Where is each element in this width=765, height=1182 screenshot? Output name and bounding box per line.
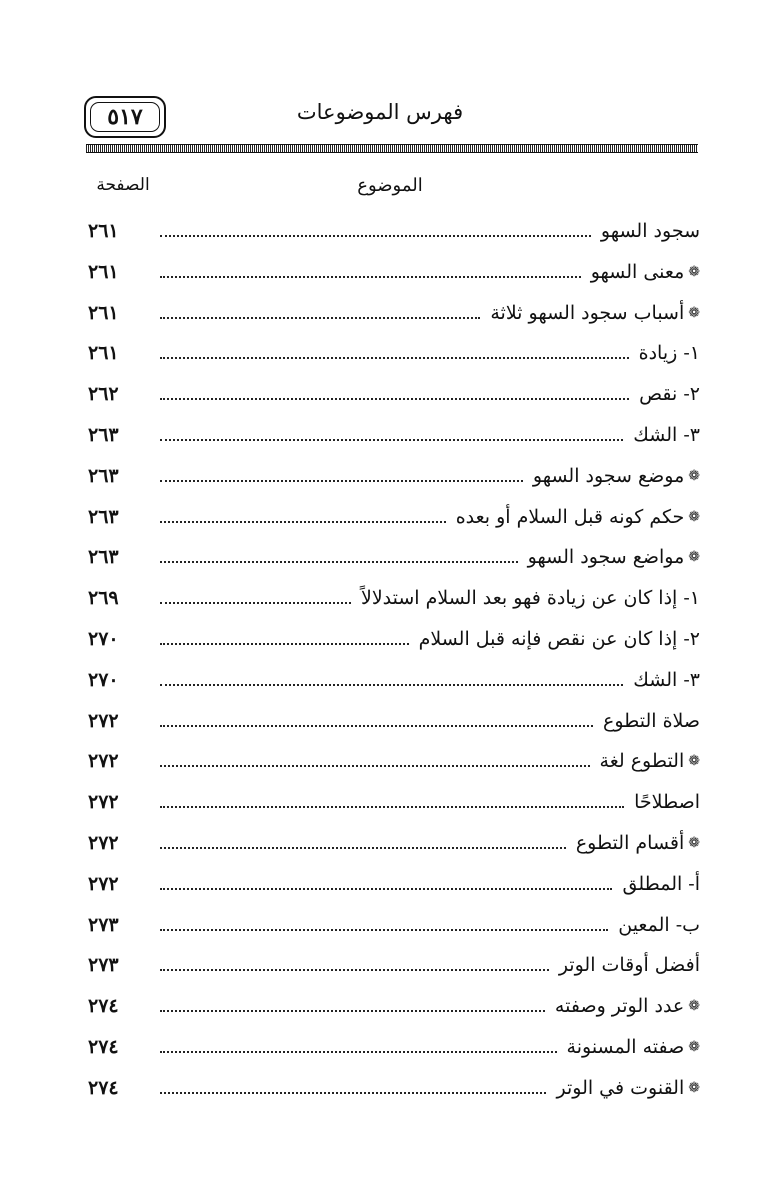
toc-entry-page: ٢٧٤: [88, 1036, 119, 1058]
toc-entry-page: ٢٦١: [88, 260, 119, 283]
toc-entry-page: ٢٧٤: [88, 1076, 119, 1099]
toc-entry: [88, 292, 700, 328]
toc-entry-title: اصطلاحًا: [634, 791, 700, 814]
column-header-page: الصفحة: [96, 175, 150, 195]
toc-entry-page: ٢٧٠: [88, 668, 119, 691]
flower-bullet-icon: ❁: [688, 304, 700, 321]
toc-entry: [88, 618, 700, 654]
dot-leader: [160, 480, 523, 482]
toc-entry-title: حكم كونه قبل السلام أو بعده: [455, 505, 685, 528]
column-header-topic: الموضوع: [357, 175, 423, 196]
toc-entry-page: ٢٦١: [88, 301, 119, 324]
toc-entry-title: مواضع سجود السهو: [527, 546, 685, 569]
dot-leader: [160, 765, 590, 767]
toc-entry-page: ٢٧٣: [88, 954, 119, 977]
dot-leader: [160, 1092, 546, 1094]
toc-entry: [88, 700, 700, 736]
toc-entry-title-wrap: [533, 461, 700, 491]
toc-entry-page: ٢٦٣: [88, 546, 119, 569]
toc-entry-title: معنى السهو: [590, 260, 685, 283]
toc-entry-title: موضع سجود السهو: [532, 464, 685, 487]
toc-entry-page: ٢٧٢: [88, 832, 119, 854]
dot-leader: [160, 888, 612, 890]
toc-entry-title: ٢- إذا كان عن نقص فإنه قبل السلام: [418, 628, 700, 650]
toc-entry: [88, 455, 700, 491]
dot-leader: [160, 276, 581, 278]
dot-leader: [160, 929, 608, 931]
toc-entry-title: ١- إذا كان عن زيادة فهو بعد السلام استدلالاً: [360, 587, 700, 610]
toc-entry: [88, 863, 700, 899]
toc-entry-page: ٢٦٢: [88, 383, 119, 406]
toc-entry-title: ٣- الشك: [633, 424, 700, 446]
toc-entry-title-wrap: [559, 950, 700, 980]
toc-entry-title: صفته المسنونة: [566, 1036, 685, 1058]
toc-entry: [88, 944, 700, 980]
toc-entry-title-wrap: [633, 420, 700, 450]
dot-leader: [160, 806, 624, 808]
toc-entry-page: ٢٦١: [88, 220, 119, 242]
toc-entry-title-wrap: [567, 1032, 700, 1062]
toc-entry: [88, 332, 700, 368]
toc-entry-page: ٢٧٢: [88, 709, 119, 732]
dot-leader: [160, 643, 409, 645]
toc-entry-page: ٢٦٣: [88, 505, 119, 528]
dot-leader: [160, 725, 593, 727]
toc-entry-page: ٢٧٢: [88, 872, 119, 895]
toc-entry-page: ٢٧٢: [88, 791, 119, 814]
toc-entry-page: ٢٦٣: [88, 464, 119, 487]
flower-bullet-icon: ❁: [688, 1079, 700, 1096]
toc-entry: [88, 496, 700, 532]
page-number: ٥١٧: [107, 104, 143, 130]
toc-entry-title-wrap: [603, 706, 700, 736]
toc-entry-title-wrap: [618, 910, 700, 940]
toc-entry-title-wrap: [601, 216, 700, 246]
dot-leader: [160, 521, 446, 523]
toc-entry-title-wrap: [639, 338, 700, 368]
toc-entry-title-wrap: [528, 542, 700, 572]
toc-entry-page: ٢٧٠: [88, 628, 119, 650]
toc-entry-title: التطوع لغة: [599, 750, 685, 773]
flower-bullet-icon: ❁: [688, 467, 700, 484]
dot-leader: [160, 398, 629, 400]
toc-entry-title-wrap: [419, 624, 700, 654]
toc-entry: [88, 740, 700, 776]
toc-entry-title: ١- زيادة: [638, 342, 700, 365]
toc-entry-title-wrap: [555, 991, 700, 1021]
flower-bullet-icon: ❁: [688, 835, 700, 851]
page-title: فهرس الموضوعات: [296, 100, 464, 124]
flower-bullet-icon: ❁: [688, 263, 700, 280]
flower-bullet-icon: ❁: [688, 753, 700, 770]
toc-entry: [88, 781, 700, 817]
toc-entry-title-wrap: [361, 583, 700, 613]
toc-entry-title: القنوت في الوتر: [556, 1076, 685, 1099]
toc-entry-page: ٢٧٣: [88, 913, 119, 936]
toc-entry-title: أسباب سجود السهو ثلاثة: [490, 301, 685, 324]
dot-leader: [160, 847, 566, 849]
toc-entry: [88, 536, 700, 572]
dot-leader: [160, 602, 351, 604]
toc-entry-title-wrap: [576, 828, 700, 858]
toc-entry-title-wrap: [633, 665, 700, 695]
toc-entry-title: عدد الوتر وصفته: [554, 995, 685, 1018]
toc-entry: [88, 251, 700, 287]
dot-leader: [160, 969, 549, 971]
toc-entry-title-wrap: [634, 787, 700, 817]
toc-entry: [88, 373, 700, 409]
toc-entry-title: ٢- نقص: [639, 383, 700, 406]
toc-entry-title: أ- المطلق: [622, 872, 700, 895]
dot-leader: [160, 439, 623, 441]
toc-entry-page: ٢٦٩: [88, 587, 119, 610]
dot-leader: [160, 561, 518, 563]
toc-entry-title: أقسام التطوع: [575, 832, 685, 854]
toc-entry-title-wrap: [456, 502, 700, 532]
toc-entry-title: ب- المعين: [618, 913, 700, 936]
toc-entry: [88, 822, 700, 858]
toc-entry-title-wrap: [639, 379, 700, 409]
dot-leader: [160, 1010, 545, 1012]
toc-entry-title-wrap: [622, 869, 700, 899]
toc-entry-title: ٣- الشك: [633, 668, 700, 691]
toc-entry-title: سجود السهو: [600, 220, 700, 242]
toc-entry: [88, 904, 700, 940]
flower-bullet-icon: ❁: [688, 1039, 700, 1055]
flower-bullet-icon: ❁: [688, 549, 700, 566]
dot-leader: [160, 1051, 557, 1053]
toc-entry: [88, 414, 700, 450]
toc-entry: [88, 210, 700, 246]
toc-entry-page: ٢٧٢: [88, 750, 119, 773]
toc-entry: [88, 985, 700, 1021]
dot-leader: [160, 317, 480, 319]
dot-leader: [160, 357, 629, 359]
header-divider: [86, 144, 698, 153]
toc-entry-title-wrap: [591, 257, 700, 287]
dot-leader: [160, 684, 623, 686]
page-number-frame: [84, 96, 166, 138]
toc-entry: [88, 1067, 700, 1103]
toc-entry-title: أفضل أوقات الوتر: [558, 954, 700, 977]
flower-bullet-icon: ❁: [688, 508, 700, 525]
flower-bullet-icon: ❁: [688, 998, 700, 1015]
toc-entry-title-wrap: [556, 1073, 700, 1103]
toc-entry-page: ٢٧٤: [88, 995, 119, 1018]
toc-entry: [88, 1026, 700, 1062]
toc-entry-title-wrap: [490, 298, 700, 328]
toc-entry: [88, 659, 700, 695]
toc-entry-title: صلاة التطوع: [602, 709, 700, 732]
dot-leader: [160, 235, 591, 237]
toc-entry-page: ٢٦١: [88, 342, 119, 365]
toc-entry-page: ٢٦٣: [88, 424, 119, 446]
toc-entry: [88, 577, 700, 613]
toc-entry-title-wrap: [600, 746, 700, 776]
